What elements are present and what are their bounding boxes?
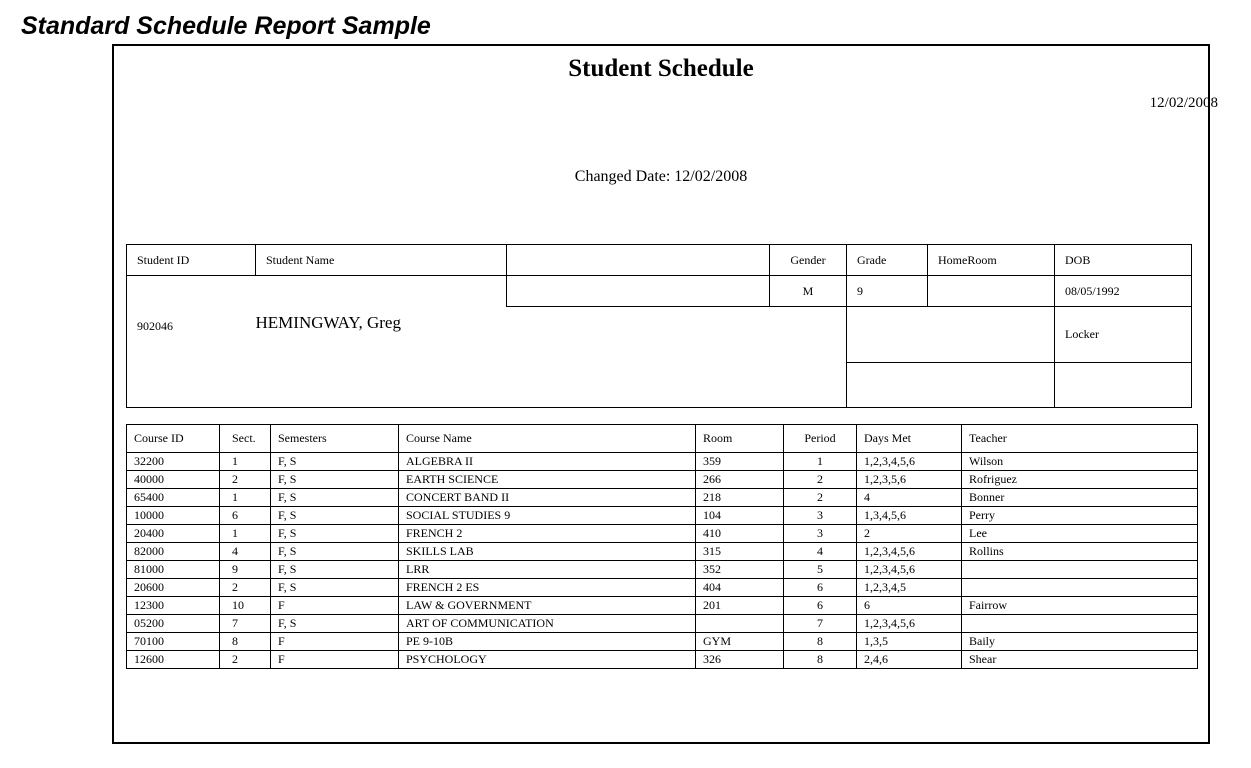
blank-box [847, 307, 1055, 363]
period-cell: 3 [784, 507, 857, 525]
course-row [127, 525, 1198, 543]
report-title: Student Schedule [568, 55, 754, 82]
section-cell: 2 [220, 579, 271, 597]
course-row [127, 543, 1198, 561]
course-id-cell: 81000 [127, 561, 220, 579]
teacher-cell: Baily [962, 633, 1198, 651]
spacer-cell [770, 307, 847, 363]
semesters-cell: F, S [271, 507, 399, 525]
semesters-cell: F, S [271, 561, 399, 579]
course-row [127, 489, 1198, 507]
room-cell: 359 [696, 453, 784, 471]
section-cell: 10 [220, 597, 271, 615]
page-heading: Standard Schedule Report Sample [21, 12, 431, 40]
section-cell: 9 [220, 561, 271, 579]
course-id-cell: 65400 [127, 489, 220, 507]
spacer-cell [256, 276, 507, 307]
period-cell: 1 [784, 453, 857, 471]
room-cell: 410 [696, 525, 784, 543]
days-met-cell: 6 [857, 597, 962, 615]
room-cell: 266 [696, 471, 784, 489]
spacer-cell [770, 363, 847, 408]
section-cell: 1 [220, 489, 271, 507]
section-cell: 2 [220, 471, 271, 489]
section-cell: 1 [220, 525, 271, 543]
course-row [127, 471, 1198, 489]
course-schedule-table [126, 424, 1198, 669]
gender-header: Gender [770, 245, 847, 276]
days-met-cell: 1,2,3,4,5 [857, 579, 962, 597]
course-name-cell: LRR [399, 561, 696, 579]
teacher-cell: Wilson [962, 453, 1198, 471]
days-met-cell: 1,2,3,4,5,6 [857, 543, 962, 561]
period-cell: 6 [784, 579, 857, 597]
course-name-cell: PSYCHOLOGY [399, 651, 696, 669]
section-header: Sect. [220, 425, 271, 453]
days-met-cell: 1,3,5 [857, 633, 962, 651]
room-cell: 352 [696, 561, 784, 579]
spacer-cell [507, 307, 770, 363]
days-met-cell: 4 [857, 489, 962, 507]
days-met-cell: 1,2,3,4,5,6 [857, 453, 962, 471]
room-cell: 315 [696, 543, 784, 561]
student-id-header: Student ID [127, 245, 256, 276]
teacher-cell: Rofriguez [962, 471, 1198, 489]
teacher-header: Teacher [962, 425, 1198, 453]
student-name-value: HEMINGWAY, Greg [255, 312, 401, 332]
room-cell: 326 [696, 651, 784, 669]
course-row [127, 507, 1198, 525]
semesters-cell: F, S [271, 453, 399, 471]
period-cell: 4 [784, 543, 857, 561]
room-cell: GYM [696, 633, 784, 651]
section-cell: 1 [220, 453, 271, 471]
course-id-cell: 32200 [127, 453, 220, 471]
student-id-value: 902046 [127, 307, 256, 363]
section-cell: 6 [220, 507, 271, 525]
teacher-cell: Fairrow [962, 597, 1198, 615]
spacer-cell [256, 363, 507, 408]
course-id-cell: 70100 [127, 633, 220, 651]
room-header: Room [696, 425, 784, 453]
section-cell: 7 [220, 615, 271, 633]
spacer-cell [507, 363, 770, 408]
course-id-header: Course ID [127, 425, 220, 453]
room-cell: 104 [696, 507, 784, 525]
spacer-cell [127, 276, 256, 307]
course-id-cell: 10000 [127, 507, 220, 525]
course-row [127, 453, 1198, 471]
days-met-cell: 2 [857, 525, 962, 543]
teacher-cell: Bonner [962, 489, 1198, 507]
semesters-cell: F, S [271, 489, 399, 507]
days-met-cell: 1,3,4,5,6 [857, 507, 962, 525]
grade-header: Grade [847, 245, 928, 276]
teacher-cell [962, 561, 1198, 579]
course-name-cell: ALGEBRA II [399, 453, 696, 471]
course-row [127, 651, 1198, 669]
course-id-cell: 05200 [127, 615, 220, 633]
teacher-cell: Lee [962, 525, 1198, 543]
blank-box [847, 363, 1055, 408]
period-cell: 5 [784, 561, 857, 579]
homeroom-header: HomeRoom [928, 245, 1055, 276]
period-cell: 6 [784, 597, 857, 615]
grade-value: 9 [847, 276, 928, 307]
course-name-cell: CONCERT BAND II [399, 489, 696, 507]
period-cell: 8 [784, 651, 857, 669]
student-schedule-report [112, 44, 1218, 744]
semesters-cell: F [271, 651, 399, 669]
section-cell: 8 [220, 633, 271, 651]
changed-date: Changed Date: 12/02/2008 [574, 168, 748, 185]
semesters-header: Semesters [271, 425, 399, 453]
period-cell: 2 [784, 471, 857, 489]
section-cell: 2 [220, 651, 271, 669]
course-name-cell: EARTH SCIENCE [399, 471, 696, 489]
section-cell: 4 [220, 543, 271, 561]
period-cell: 7 [784, 615, 857, 633]
course-name-cell: PE 9-10B [399, 633, 696, 651]
semesters-cell: F, S [271, 543, 399, 561]
course-id-cell: 12600 [127, 651, 220, 669]
course-header-row [127, 425, 1198, 453]
semesters-cell: F, S [271, 579, 399, 597]
locker-header: Locker [1055, 307, 1192, 363]
course-name-cell: SOCIAL STUDIES 9 [399, 507, 696, 525]
period-cell: 2 [784, 489, 857, 507]
room-cell [696, 615, 784, 633]
course-name-cell: SKILLS LAB [399, 543, 696, 561]
semesters-cell: F [271, 633, 399, 651]
course-id-cell: 82000 [127, 543, 220, 561]
room-cell: 404 [696, 579, 784, 597]
room-cell: 201 [696, 597, 784, 615]
teacher-cell [962, 615, 1198, 633]
days-met-cell: 1,2,3,4,5,6 [857, 615, 962, 633]
gender-value: M [770, 276, 847, 307]
course-name-cell: LAW & GOVERNMENT [399, 597, 696, 615]
semesters-cell: F, S [271, 471, 399, 489]
days-met-cell: 2,4,6 [857, 651, 962, 669]
student-name-header: Student Name [256, 245, 507, 276]
teacher-cell [962, 579, 1198, 597]
course-id-cell: 20400 [127, 525, 220, 543]
homeroom-value [928, 276, 1055, 307]
course-row [127, 579, 1198, 597]
course-row [127, 561, 1198, 579]
course-id-cell: 20600 [127, 579, 220, 597]
course-row [127, 615, 1198, 633]
course-name-cell: FRENCH 2 ES [399, 579, 696, 597]
course-id-cell: 12300 [127, 597, 220, 615]
teacher-cell: Shear [962, 651, 1198, 669]
days-met-header: Days Met [857, 425, 962, 453]
print-date: 12/02/2008 [1149, 95, 1218, 111]
semesters-cell: F, S [271, 615, 399, 633]
period-cell: 3 [784, 525, 857, 543]
course-id-cell: 40000 [127, 471, 220, 489]
student-info-table [126, 244, 1192, 408]
locker-value [1055, 363, 1192, 408]
teacher-cell: Perry [962, 507, 1198, 525]
semesters-cell: F, S [271, 525, 399, 543]
course-name-cell: FRENCH 2 [399, 525, 696, 543]
teacher-cell: Rollins [962, 543, 1198, 561]
days-met-cell: 1,2,3,4,5,6 [857, 561, 962, 579]
course-name-header: Course Name [399, 425, 696, 453]
period-cell: 8 [784, 633, 857, 651]
course-name-cell: ART OF COMMUNICATION [399, 615, 696, 633]
spacer-cell [127, 363, 256, 408]
dob-value: 08/05/1992 [1055, 276, 1192, 307]
blank-header [507, 245, 770, 276]
dob-header: DOB [1055, 245, 1192, 276]
period-header: Period [784, 425, 857, 453]
room-cell: 218 [696, 489, 784, 507]
course-row [127, 633, 1198, 651]
semesters-cell: F [271, 597, 399, 615]
days-met-cell: 1,2,3,5,6 [857, 471, 962, 489]
course-row [127, 597, 1198, 615]
blank-value [507, 276, 770, 307]
